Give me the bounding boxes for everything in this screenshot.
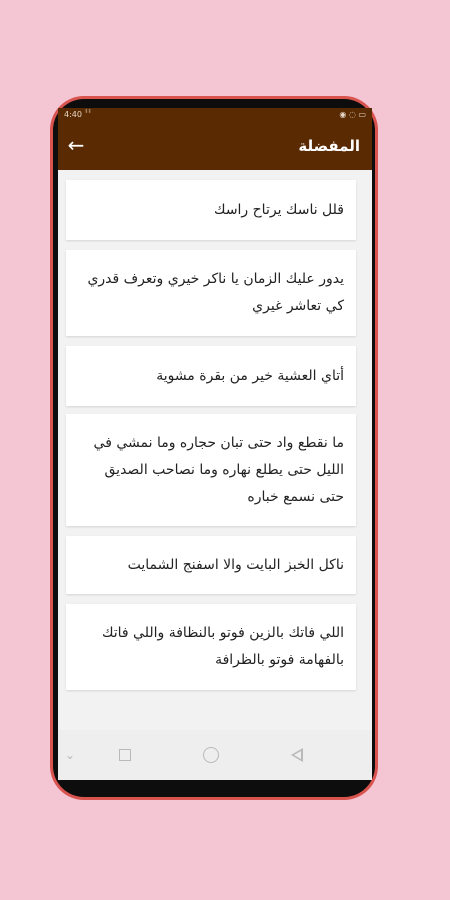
list-item-text: أتاي العشية خير من بقرة مشوية (156, 367, 344, 384)
list-item[interactable] (66, 250, 356, 336)
list-item[interactable] (66, 414, 356, 526)
list-item[interactable] (66, 604, 356, 690)
back-triangle-icon[interactable] (291, 748, 303, 762)
recents-square-icon[interactable] (119, 749, 131, 761)
list-item-text: اللي فاتك بالزين فوتو بالنظافة واللي فاتك بالفهامة فوتو بالظرافة (101, 625, 344, 668)
list-item-text: ما نقطع واد حتى تبان حجاره وما نمشي في الليل حتى يطلع نهاره وما نصاحب الصديق حتى نسمع خباره (93, 434, 344, 505)
app-bar (58, 122, 372, 170)
page-title: المفضلة (298, 137, 360, 155)
list-item-text: قلل ناسك يرتاح راسك (214, 201, 344, 218)
list-item[interactable] (66, 346, 356, 406)
system-nav-bar (58, 730, 372, 780)
status-time: 4:40 (64, 110, 82, 119)
favorites-list[interactable] (58, 170, 372, 730)
app-screen (58, 108, 372, 780)
home-circle-icon[interactable] (203, 747, 219, 763)
status-bar (58, 108, 372, 122)
status-icons: ◉ ◌ ▭ (339, 110, 366, 119)
list-item-text: يدور عليك الزمان يا ناكر خيري وتعرف قدري كي تعاشر غيري (87, 271, 344, 314)
list-item[interactable] (66, 536, 356, 594)
chevron-down-icon[interactable]: ⌄ (64, 748, 76, 762)
list-item[interactable] (66, 180, 356, 240)
list-item-text: ناكل الخبز البايت والا اسفنج الشمايت (127, 556, 344, 573)
arrow-left-icon[interactable]: ← (67, 133, 85, 157)
